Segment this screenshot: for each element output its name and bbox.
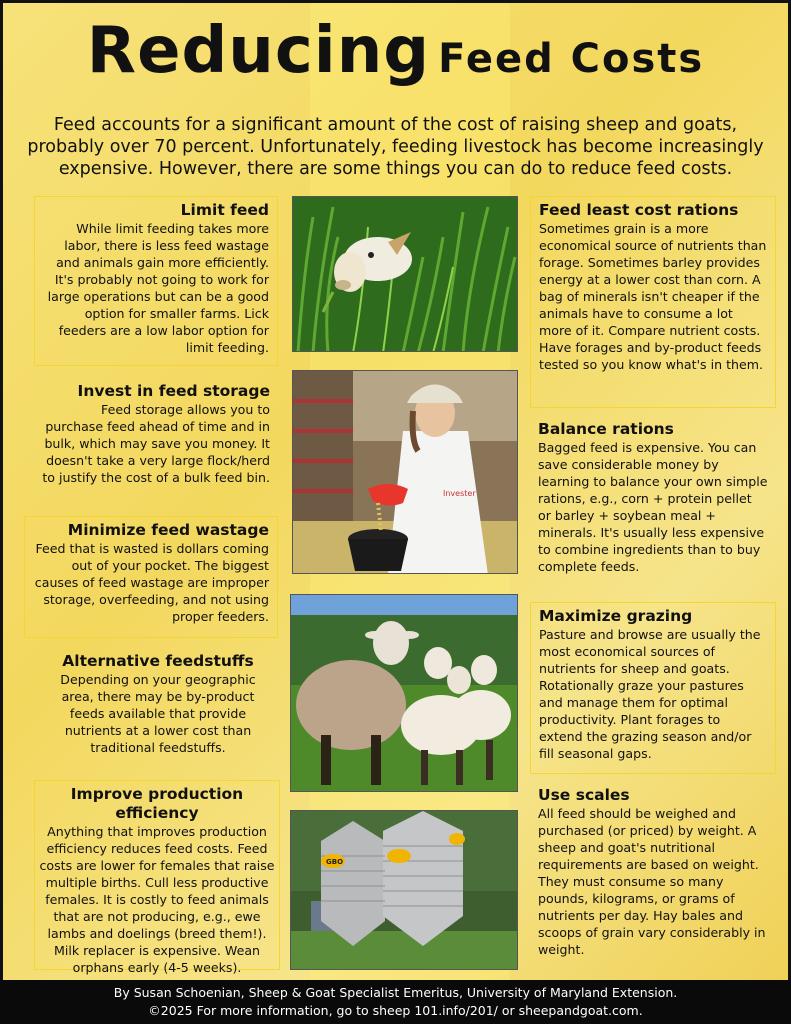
shirt-logo-text: Invester bbox=[443, 489, 476, 498]
section-maximize-grazing bbox=[530, 602, 776, 774]
section-alternative-feedstuffs bbox=[40, 652, 276, 772]
section-body: Pasture and browse are usually the most economical sources of nutrients for sheep and goats. Rotationally graze your pastures and manage them for optimal productivity. Plant forages to extend the grazing season and/or fill seasonal gaps. bbox=[539, 627, 761, 761]
section-body: Bagged feed is expensive. You can save considerable money by learning to balance your own simple rations, e.g., corn + protein pellet or barley + soybean meal + minerals. It's usually less expensive to combine ingredients than to buy complete feeds. bbox=[538, 440, 768, 574]
intro-paragraph: Feed accounts for a significant amount of the cost of raising sheep and goats, probably over 70 percent. Unfortunately, feeding livestock has become increasingly expensive. However, there are some things you can do to reduce feed costs. bbox=[27, 115, 764, 179]
title-main: Reducing bbox=[86, 14, 431, 88]
section-body: Feed storage allows you to purchase feed ahead of time and in bulk, which may save you money. It doesn't take a very large flock/herd to justify the cost of a bulk feed bin. bbox=[42, 402, 270, 485]
section-body: All feed should be weighed and purchased (or priced) by weight. A sheep and goat's nutritional requirements are based on weight. They must consume so many pounds, kilograms, or grams of nutrients per day. Hay bales and scoops of grain vary considerably in weight. bbox=[538, 806, 766, 957]
section-limit-feed bbox=[34, 196, 278, 366]
section-heading: Maximize grazing bbox=[539, 607, 693, 625]
section-heading: Minimize feed wastage bbox=[67, 521, 269, 539]
section-balance-rations bbox=[530, 420, 776, 590]
section-use-scales bbox=[530, 786, 780, 972]
section-production-efficiency bbox=[34, 780, 280, 975]
section-least-cost-rations bbox=[530, 196, 776, 408]
section-heading: Limit feed bbox=[180, 201, 269, 219]
section-heading: Alternative feedstuffs bbox=[62, 652, 254, 670]
title-sub: Feed Costs bbox=[438, 36, 705, 82]
section-body: While limit feeding takes more labor, there is less feed wastage and animals gain more efficiently. It's probably not going to work for large operations but can be a good option for smaller farms. Lick feeders are a low labor option for limit feeding. bbox=[47, 221, 269, 355]
footer-line-info: ©2025 For more information, go to sheep 101.info/201/ or sheepandgoat.com. bbox=[148, 1003, 643, 1018]
section-body: Depending on your geographic area, there may be by-product feeds available that provide nutrients at a lower cost than traditional feedstuffs. bbox=[60, 672, 256, 755]
section-body: Feed that is wasted is dollars coming out of your pocket. The biggest causes of feed wastage are improper storage, overfeeding, and not using proper feeders. bbox=[34, 541, 269, 624]
section-heading: Invest in feed storage bbox=[77, 382, 270, 400]
section-feed-storage bbox=[34, 382, 278, 512]
section-body: Anything that improves production efficiency reduces feed costs. Feed costs are lower for females that raise multiple births. Cull less productive females. It is costly to feed animals that are not producing, e.g., ewe lambs and doelings (breed them!). Milk replacer is expensive. Wean orphans early (4-5 weeks). bbox=[39, 824, 275, 975]
photo-farmer-feeding bbox=[292, 370, 518, 574]
section-heading: Balance rations bbox=[538, 420, 674, 438]
section-body: Sometimes grain is a more economical source of nutrients than forage. Sometimes barley provides energy at a lower cost than corn. A bag of minerals isn't cheaper if the animals have to consume a lot more of it. Compare nutrient costs. Have forages and by-product feeds tested so you know what's in them. bbox=[539, 221, 767, 372]
section-minimize-wastage bbox=[24, 516, 278, 638]
footer-credits bbox=[0, 980, 791, 1024]
section-heading: Feed least cost rations bbox=[539, 201, 739, 219]
section-heading: Use scales bbox=[538, 786, 630, 804]
bin-logo-text: GBO bbox=[326, 858, 344, 866]
photo-goat-in-grass bbox=[292, 196, 518, 352]
footer-line-author: By Susan Schoenian, Sheep & Goat Specialist Emeritus, University of Maryland Extension. bbox=[113, 985, 678, 1000]
photo-feed-bins bbox=[290, 810, 518, 970]
photo-sheep-flock bbox=[290, 594, 518, 792]
page-title bbox=[0, 14, 791, 88]
section-heading: Improve production efficiency bbox=[70, 785, 244, 822]
